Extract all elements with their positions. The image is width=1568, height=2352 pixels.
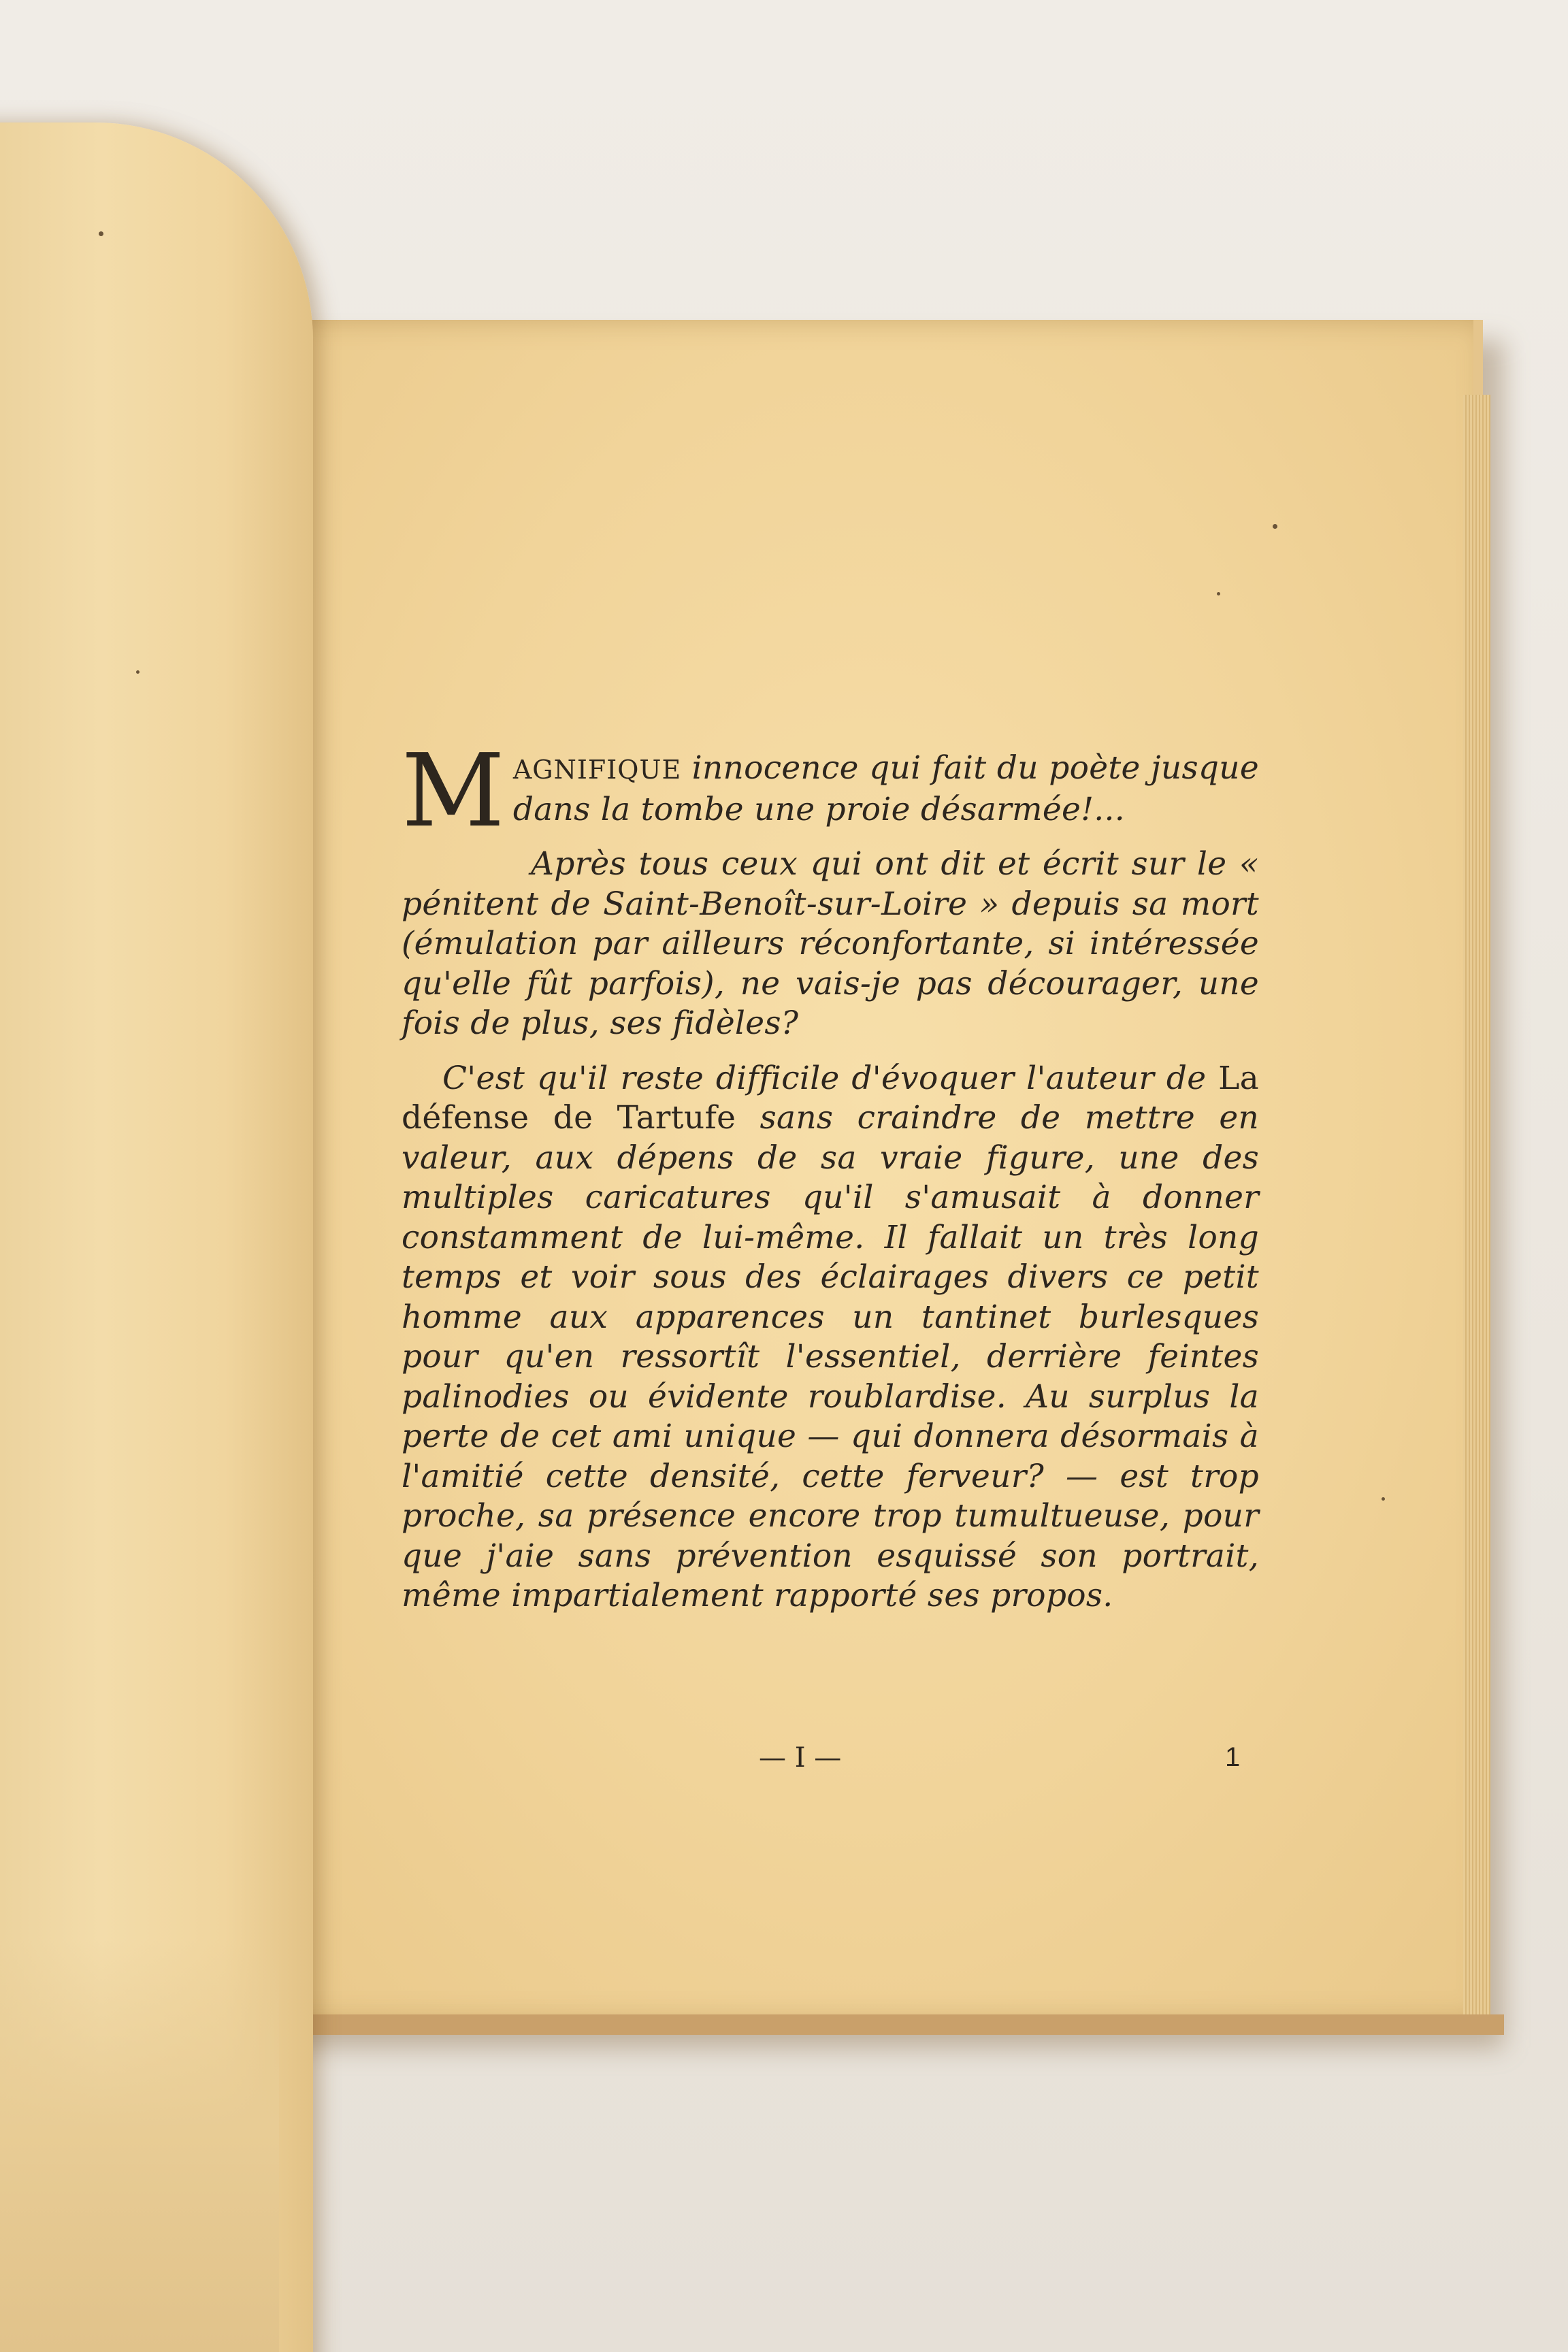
signature-mark: 1 <box>1225 1742 1241 1772</box>
paragraph-3 <box>402 1059 1259 1616</box>
paragraph-3-start: C'est qu'il reste difficile d'évoquer l'auteur de <box>442 1059 1219 1097</box>
paragraph-1-text: innocence qui fait du poète jusque dans la tombe une proie désarmée!... <box>512 749 1259 828</box>
page-number: — I — <box>759 1742 842 1774</box>
book-title: La défense de Tartufe <box>402 1059 1259 1137</box>
paper-speck <box>1217 592 1220 595</box>
paragraph-2: Après tous ceux qui ont dit et écrit sur le « pénitent de Saint-Benoît-sur-Loire » depuis sa mort (émulation par ailleurs réconfortante, si intéressée qu'elle fût parfois), ne vais-je pas décourager, une fois de plus, ses fidèles? <box>402 845 1259 1042</box>
left-page-bottom <box>0 1940 279 2352</box>
paper-speck <box>136 670 140 674</box>
drop-cap: M <box>402 732 505 849</box>
small-caps-word: AGNIFIQUE <box>512 755 682 785</box>
paper-speck <box>99 231 103 236</box>
book-cover-edge <box>259 2014 1504 2035</box>
paragraph-1 <box>402 732 1259 849</box>
page-edge-stack <box>1463 395 1490 2028</box>
paragraph-3-text: sans craindre de mettre en valeur, aux dépens de sa vraie figure, une des multiples caricatures qu'il s'amusait à donner constamment de lui-même. Il fallait un très long temps et voir sous des éclairages divers ce petit homme aux apparences un tantinet burlesques pour qu'en ressortît l'essentiel, derrière feintes palinodies ou évidente roublardise. Au surplus la perte de cet ami unique — qui donnera désormais à l'amitié cette densité, cette ferveur? — est trop proche, sa présence encore trop tumultueuse, pour que j'aie sans prévention esquissé son portrait, même impartialement rapporté ses propos. <box>402 1099 1260 1614</box>
body-text <box>402 732 1260 1631</box>
paper-speck <box>1382 1497 1385 1501</box>
paper-speck <box>1273 524 1277 529</box>
